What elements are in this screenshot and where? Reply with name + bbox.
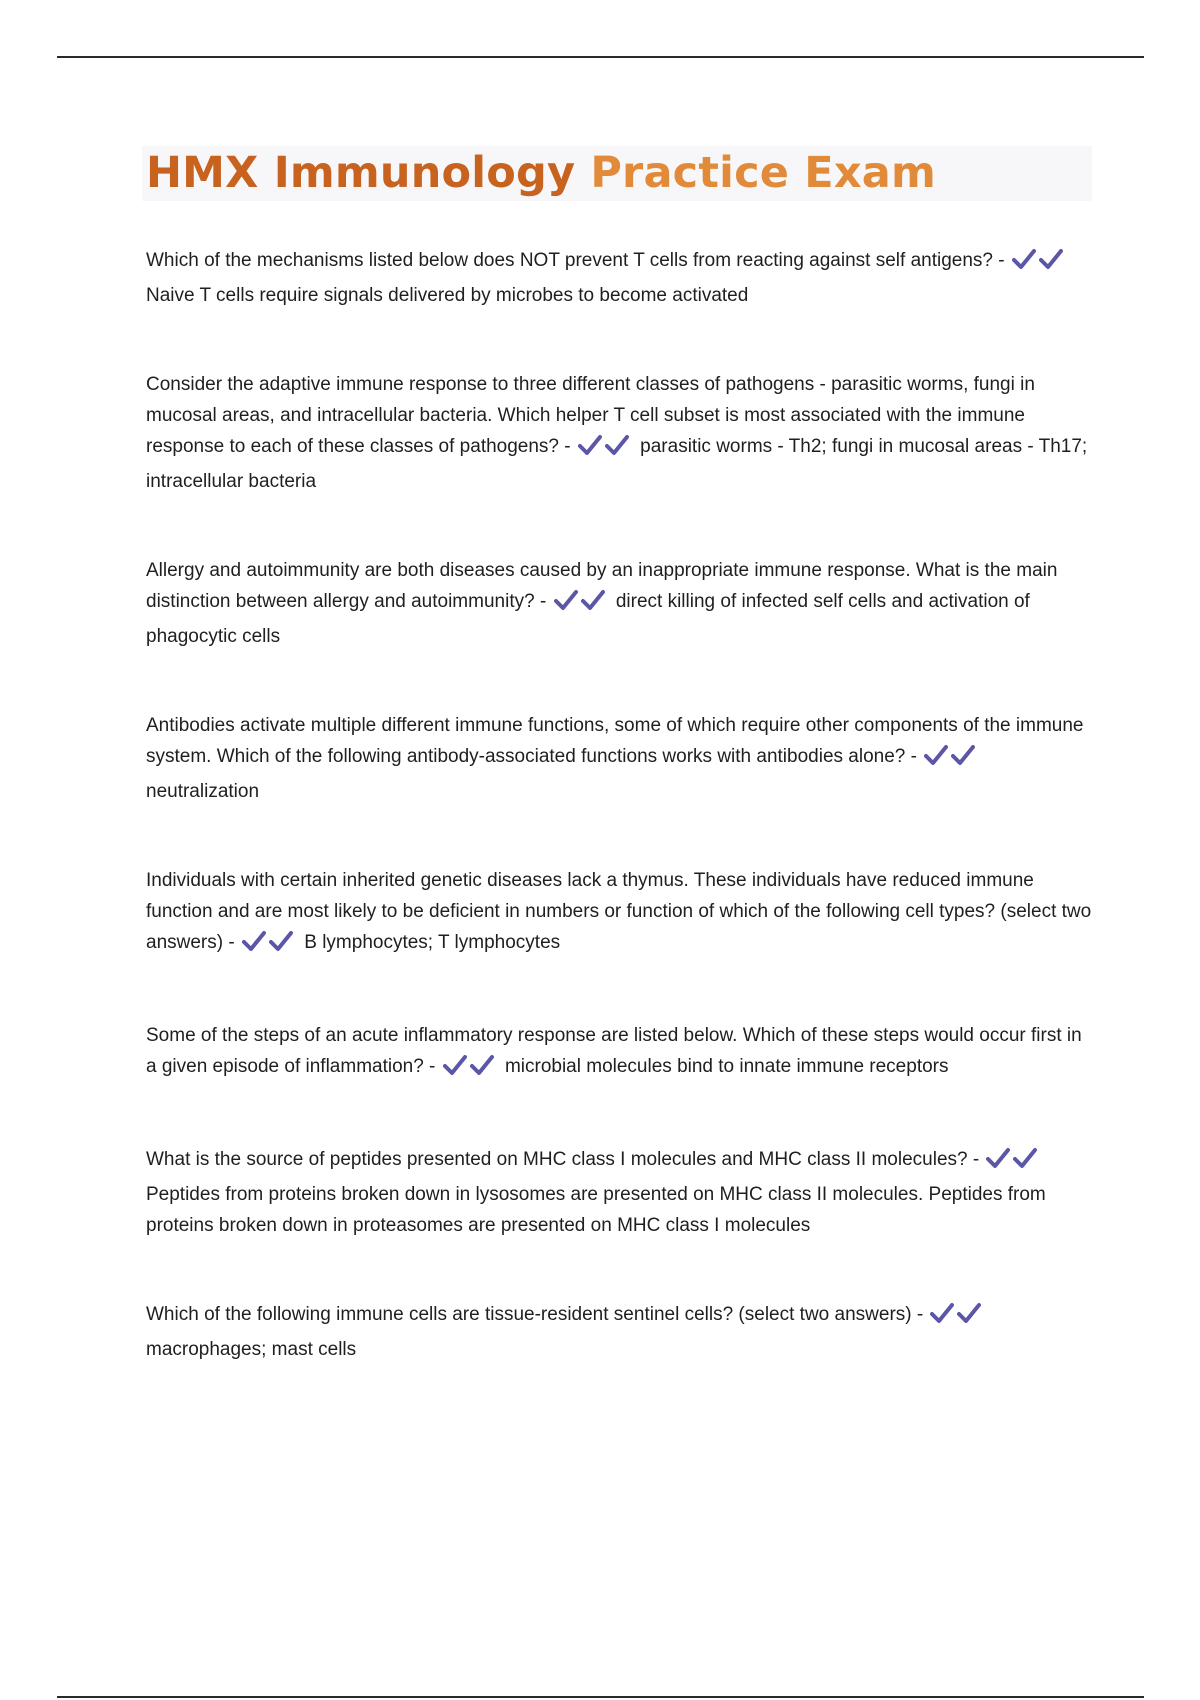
check-icon	[924, 744, 948, 766]
check-icon	[957, 1302, 981, 1324]
check-icon	[554, 589, 578, 611]
check-icon	[269, 930, 293, 952]
question-text: Some of the steps of an acute inflammatory response are listed below. Which of these steps would occur first in a given episode of inflammation? -	[146, 1025, 1082, 1077]
qa-list	[146, 245, 1096, 1423]
page-title-rest: Practice Exam	[590, 148, 937, 198]
page-top-rule	[57, 56, 1144, 58]
check-icon	[951, 744, 975, 766]
question-text: Which of the mechanisms listed below does NOT prevent T cells from reacting against self antigens? -	[146, 250, 1005, 271]
check-icon	[242, 930, 266, 952]
check-icon	[578, 434, 602, 456]
answer-text: Peptides from proteins broken down in lysosomes are presented on MHC class II molecules. Peptides from proteins broken down in proteasomes are presented on MHC class I molecules	[146, 1184, 1046, 1236]
check-icon	[1039, 248, 1063, 270]
question-text: Individuals with certain inherited genetic diseases lack a thymus. These individuals have reduced immune function and are most likely to be deficient in numbers or function of which of the following cell types? (select two answers) -	[146, 870, 1092, 953]
question-text: Consider the adaptive immune response to three different classes of pathogens - parasitic worms, fungi in mucosal areas, and intracellular bacteria. Which helper T cell subset is most associated with the immune response to each of these classes of pathogens? -	[146, 374, 1035, 457]
answer-text: B lymphocytes; T lymphocytes	[304, 932, 561, 953]
check-icon	[1012, 248, 1036, 270]
qa-item-1	[146, 245, 1096, 311]
answer-text: Naive T cells require signals delivered by microbes to become activated	[146, 285, 749, 306]
qa-item-2	[146, 369, 1096, 497]
qa-item-6	[146, 1020, 1096, 1086]
question-text: Allergy and autoimmunity are both diseases caused by an inappropriate immune response. What is the main distinction between allergy and autoimmunity? -	[146, 560, 1058, 612]
page-title	[146, 146, 936, 200]
qa-item-4	[146, 710, 1096, 807]
check-icon	[930, 1302, 954, 1324]
answer-checkmarks	[578, 434, 632, 466]
question-text: Which of the following immune cells are tissue-resident sentinel cells? (select two answers) -	[146, 1304, 924, 1325]
question-text: What is the source of peptides presented on MHC class I molecules and MHC class II molecules? -	[146, 1149, 980, 1170]
check-icon	[443, 1054, 467, 1076]
answer-checkmarks	[554, 589, 608, 621]
answer-text: parasitic worms - Th2; fungi in mucosal areas - Th17; intracellular bacteria	[146, 436, 1088, 492]
answer-text: macrophages; mast cells	[146, 1339, 357, 1360]
check-icon	[605, 434, 629, 456]
answer-text: direct killing of infected self cells and activation of phagocytic cells	[146, 591, 1030, 647]
qa-item-3	[146, 555, 1096, 652]
page-title-main: HMX Immunology	[146, 148, 591, 198]
page-bottom-rule	[57, 1696, 1144, 1698]
answer-checkmarks	[443, 1054, 497, 1086]
answer-checkmarks	[1012, 248, 1066, 280]
check-icon	[986, 1147, 1010, 1169]
qa-item-5	[146, 865, 1096, 962]
qa-item-8	[146, 1299, 1096, 1365]
check-icon	[581, 589, 605, 611]
answer-checkmarks	[986, 1147, 1040, 1179]
answer-text: microbial molecules bind to innate immune receptors	[504, 1056, 949, 1077]
question-text: Antibodies activate multiple different immune functions, some of which require other components of the immune system. Which of the following antibody-associated functions works with antibodies alone? -	[146, 715, 1084, 767]
check-icon	[470, 1054, 494, 1076]
answer-checkmarks	[930, 1302, 984, 1334]
qa-item-7	[146, 1144, 1096, 1241]
answer-checkmarks	[242, 930, 296, 962]
answer-checkmarks	[924, 744, 978, 776]
check-icon	[1013, 1147, 1037, 1169]
answer-text: neutralization	[146, 781, 260, 802]
